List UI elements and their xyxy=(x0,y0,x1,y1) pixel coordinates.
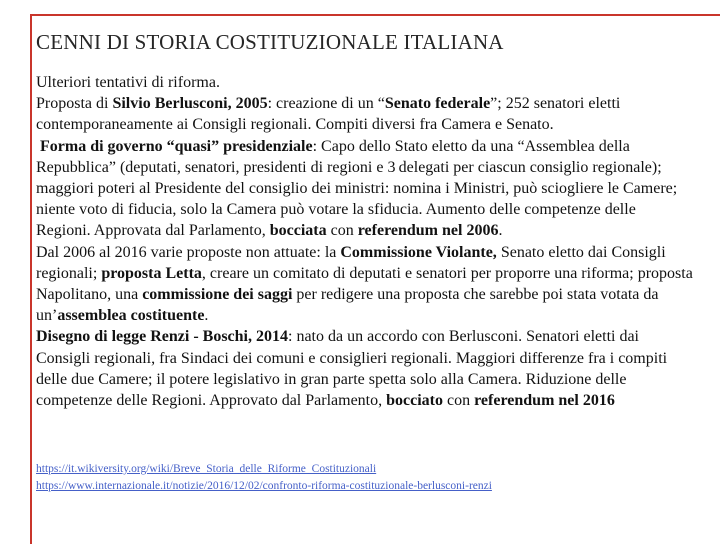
bold-text: referendum nel 2016 xyxy=(474,392,615,410)
paragraph xyxy=(36,326,694,411)
bold-text: Disegno di legge Renzi - Boschi, 2014 xyxy=(36,328,288,346)
links xyxy=(36,461,696,495)
text: : Capo dello Stato eletto da una “Assemblea della Repubblica” (deputati, senatori, presidenti di regioni e 3 delegati per ciascun consiglio regionale); maggiori poteri al Presidente del consiglio dei ministri: nomina i Ministri, può sciogliere le Camere; niente voto di fiducia, solo la Camera può votare la sfiducia. Aumento delle competenze delle Regioni. Approvata dal Parlamento, xyxy=(36,137,678,240)
text: Dal 2006 al 2016 varie proposte non attuate: la xyxy=(36,243,341,261)
bold-text: Commissione Violante, xyxy=(340,243,497,261)
text: : nato da un accordo con Berlusconi. Senatori eletti dai Consigli regionali, fra Sindaci dei comuni e consiglieri regionali. Maggiori differenze fra i compiti delle due Camere; il potere legislativo in gran parte spetta solo alla Camera. Riduzione delle competenze delle Regioni. Approvato dal Parlamento, xyxy=(36,328,668,410)
bold-text: referendum nel 2006 xyxy=(357,222,499,240)
paragraph xyxy=(36,72,694,93)
hyperlink[interactable]: https://www.internazionale.it/notizie/2016/12/02/confronto-riforma-costituzionale-berlusconi-renzi xyxy=(36,480,492,492)
bold-text: assemblea costituente xyxy=(57,307,205,325)
hyperlink[interactable]: https://it.wikiversity.org/wiki/Breve_Storia_delle_Riforme_Costituzionali xyxy=(36,463,377,475)
paragraph xyxy=(36,242,694,327)
text: con xyxy=(326,222,358,240)
text: Ulteriori tentativi di riforma. xyxy=(36,74,220,91)
slide-body xyxy=(36,72,694,411)
text: Proposta di xyxy=(36,95,113,113)
bold-text: Silvio Berlusconi, 2005 xyxy=(112,95,268,113)
bold-text: commissione dei saggi xyxy=(142,286,293,304)
text: , creare un comitato di deputati e senatori per proporre una riforma; proposta Napolitano, una xyxy=(36,264,693,304)
text: Senato eletto dai Consigli regionali; xyxy=(36,243,666,282)
bold-text: Senato federale xyxy=(384,95,491,113)
bold-text: bocciato xyxy=(386,392,443,410)
paragraph xyxy=(36,136,694,242)
text: . xyxy=(498,222,503,240)
text: per redigere una proposta che sarebbe poi stata votata da un’ xyxy=(36,286,659,325)
bold-text: bocciata xyxy=(269,222,327,240)
paragraph xyxy=(36,93,694,135)
slide-title: CENNI DI STORIA COSTITUZIONALE ITALIANA xyxy=(36,30,504,54)
text: : creazione di un “ xyxy=(267,95,385,113)
text: ”; 252 senatori eletti contemporaneamente ai Consigli regionali. Compiti diversi fra Camera e Senato. xyxy=(36,95,621,134)
text: . xyxy=(204,307,209,325)
bold-text: Forma di governo “quasi” presidenziale xyxy=(40,137,313,155)
bold-text: proposta Letta xyxy=(101,264,202,282)
text: con xyxy=(443,392,475,410)
